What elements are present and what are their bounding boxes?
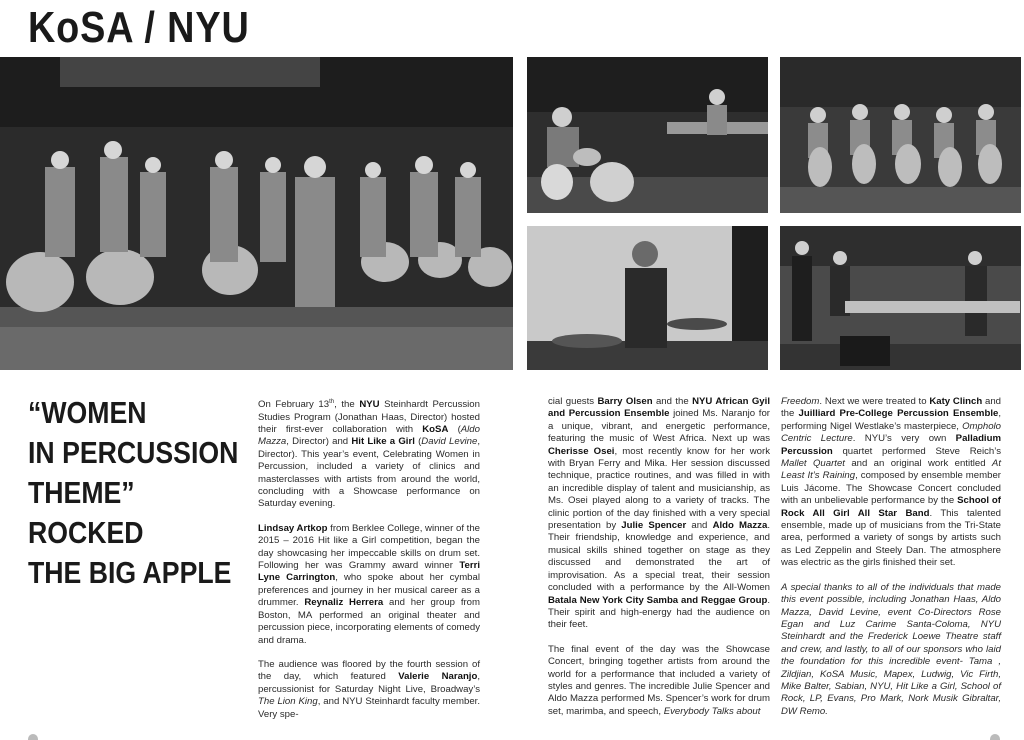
headline-line: THEME” bbox=[28, 475, 135, 510]
headline-line: IN PERCUSSION bbox=[28, 435, 239, 470]
drummers-on-stage-photo bbox=[0, 57, 513, 370]
paragraph: The audience was floored by the fourth session of the day, which featured Valerie Naranjo, percussionist for Saturday Night Live, Broadway’s The Lion King, and NYU Steinhardt faculty member. Very spe- bbox=[258, 658, 480, 720]
article-headline bbox=[28, 393, 239, 593]
headline-line: “WOMEN bbox=[28, 395, 147, 430]
page-title: KoSA / NYU bbox=[28, 3, 250, 52]
paragraph: cial guests Barry Olsen and the NYU African Gyil and Percussion Ensemble joined Ms. Naranjo for a unique, vibrant, and energetic performance, featuring the music of West Africa. Next up was Cherisse Osei, most recently know for her work with Bryan Ferry and Mika. Her session discussed technique, practice routines, and was filled in with an incredible display of talent and musicianship, as Ms. Osei played along to a variety of tracks. The clinic portion of the day finished with a very special presentation by Julie Spencer and Aldo Mazza. Their friendship, knowledge and experience, and musical skills shined together on stage as they discussed and demonstrated the art of improvisation. As a special treat, their session concluded with a performance by the All-Women Batala New York City Samba and Reggae Group. Their spirit and high-energy had the audience on their feet. bbox=[548, 396, 770, 631]
paragraph: The final event of the day was the Showcase Concert, bringing together artists from around the world for a performance that included a variety of styles and genres. The incredible Julie Spencer and Aldo Mazza performed Ms. Spencer’s work for drum set, marimba, and speech, Everybody Talks about bbox=[548, 643, 770, 717]
hand-drum-ensemble-photo bbox=[780, 57, 1021, 213]
paragraph: Lindsay Artkop from Berklee College, winner of the 2015 – 2016 Hit like a Girl competition, began the day showcasing her impeccable skills on drum set. Following her was Grammy award winner Terri Lyne Carrington, who spoke about her cymbal preferences and journey in her musical career as a drummer. Reynaliz Herrera and her group from Boston, MA performed an original theater and percussion piece, incorporating elements of comedy and drama. bbox=[258, 522, 481, 646]
marimba-ensemble-photo bbox=[780, 226, 1021, 370]
acknowledgements: A special thanks to all of the individuals that made this event possible, including Jonathan Haas, Aldo Mazza, David Levine, event Co-Directors Rose Egan and Luz Carime Santa-Coloma, NYU Steinhardt and the Frederick Loewe Theatre staff and crew, and lastly, to all of our sponsors who laid the foundation for this incredible event- Tama , Zildjian, KoSA Music, Mapex, Ludwig, Vic Firth, Mike Balter, Sabian, NYU, Hit Like a Girl, School of Rock, LP, Evans, Pro Mark, Nork Musik Gibraltar, DW Remo. bbox=[781, 581, 1001, 717]
page-corner-mark bbox=[990, 734, 1000, 740]
article-column-3 bbox=[781, 396, 1001, 730]
headline-line: ROCKED bbox=[28, 515, 144, 550]
article-column-2 bbox=[548, 396, 770, 730]
drummer-and-marimba-photo bbox=[527, 57, 768, 213]
page-corner-mark bbox=[28, 734, 38, 740]
article-column-1 bbox=[258, 396, 480, 733]
headline-line: THE BIG APPLE bbox=[28, 555, 232, 590]
paragraph: On February 13th, the NYU Steinhardt Percussion Studies Program (Jonathan Haas, Director) hosted their first-ever collaboration with KoSA (Aldo Mazza, Director) and Hit Like a Girl (David Levine, Director). This year’s event, Celebrating Women in Percussion, included a variety of clinics and masterclasses with artists from around the world, concluding with a Showcase performance on Saturday evening. bbox=[258, 399, 480, 510]
paragraph: Freedom. Next we were treated to Katy Clinch and the Juilliard Pre-College Percussion Ensemble, performing Nigel Westlake’s masterpiece, Ompholo Centric Lecture. NYU’s very own Palladium Percussion quartet performed Steve Reich’s Mallet Quartet and an original work entitled At Least It’s Raining, composed by ensemble member Luis Jácome. The Showcase Concert concluded with an unbelievable performance by the School of Rock All Girl All Star Band. This talented ensemble, made up of musicians from the Tri-State area, performed a variety of songs by artists such as Led Zeppelin and Steely Dan. The atmosphere was electric as the girls finished their set. bbox=[781, 396, 1001, 569]
woman-speaking-at-microphone-photo bbox=[527, 226, 768, 370]
